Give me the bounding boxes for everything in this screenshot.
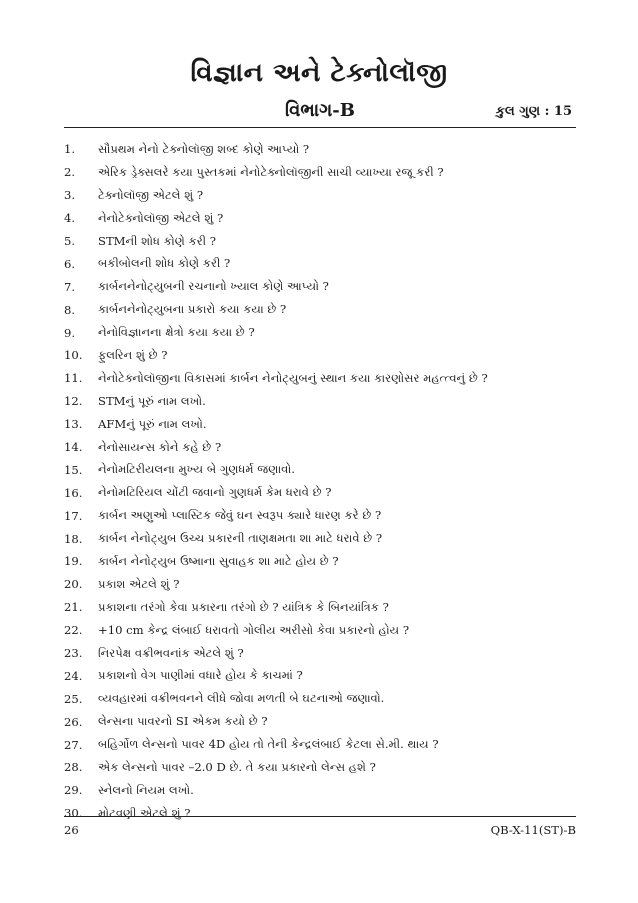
- question-item: [64, 733, 576, 756]
- question-text: સ્નેલનો નિયમ લખો.: [98, 782, 194, 797]
- question-item: [64, 184, 576, 207]
- header-divider: [64, 127, 576, 128]
- question-number: 23.: [64, 646, 83, 661]
- question-item: [64, 252, 576, 275]
- question-item: [64, 596, 576, 619]
- page-number: 26: [64, 823, 79, 837]
- question-item: [64, 710, 576, 733]
- question-text: પ્રકાશ એટલે શું ?: [98, 576, 180, 591]
- question-number: 3.: [64, 188, 76, 203]
- question-number: 20.: [64, 577, 83, 592]
- question-number: 9.: [64, 325, 76, 340]
- question-text: ફુલરિન શું છે ?: [98, 347, 168, 362]
- question-text: STMનું પૂરું નામ લખો.: [98, 393, 206, 408]
- page-title: વિજ્ઞાન અને ટેક્નોલૉજી: [190, 58, 448, 88]
- question-text: પ્રકાશના તરંગો કેવા પ્રકારના તરંગો છે ? યાંત્રિક કે બિનયાંત્રિક ?: [98, 599, 389, 614]
- question-number: 30.: [64, 806, 83, 821]
- question-item: [64, 687, 576, 710]
- question-text: કાર્બન નેનોટ્યુબ ઉચ્ચ પ્રકારની તાણક્ષમતા શા માટે ધરાવે છે ?: [98, 531, 383, 546]
- question-text: વ્યવહારમાં વક્રીભવનને લીધે જોવા મળતી બે ઘટનાઓ જણાવો.: [98, 691, 385, 706]
- question-text: મોટવણી એટલે શું ?: [98, 805, 191, 820]
- question-number: 4.: [64, 211, 76, 226]
- question-item: [64, 413, 576, 436]
- question-number: 12.: [64, 394, 83, 409]
- question-item: [64, 367, 576, 390]
- question-text: નેનોટેક્નોલૉજી એટલે શું ?: [98, 210, 224, 225]
- question-text: લેન્સના પાવરનો SI એકમ કયો છે ?: [98, 714, 268, 729]
- question-text: એક લેન્સનો પાવર –2.0 D છે. તે કયા પ્રકારનો લેન્સ હશે ?: [98, 759, 376, 774]
- footer-divider: [64, 816, 576, 817]
- question-item: [64, 138, 576, 161]
- question-number: 14.: [64, 440, 83, 455]
- question-text: બહિર્ગોળ લેન્સનો પાવર 4D હોય તો તેની કેન્દ્રલંબાઈ કેટલા સે.મી. થાય ?: [98, 737, 439, 752]
- question-item: [64, 619, 576, 642]
- question-text: કાર્બનનેનોટ્યુબની રચનાનો ખ્યાલ કોણે આપ્યો ?: [98, 279, 329, 294]
- question-text: બકીબોલની શોધ કોણે કરી ?: [98, 256, 231, 271]
- question-item: [64, 321, 576, 344]
- question-number: 28.: [64, 760, 83, 775]
- question-item: [64, 207, 576, 230]
- question-text: નેનોમટિરિયલ ચોંટી જવાનો ગુણધર્મ કેમ ધરાવે છે ?: [98, 485, 332, 500]
- question-number: 1.: [64, 142, 76, 157]
- question-text: કાર્બન અણુઓ પ્લાસ્ટિક જેવું ઘન સ્વરૂપ ક્યારે ધારણ કરે છે ?: [98, 508, 382, 523]
- question-number: 10.: [64, 348, 83, 363]
- question-item: [64, 756, 576, 779]
- question-text: પ્રકાશનો વેગ પાણીમાં વધારે હોય કે કાચમાં ?: [98, 668, 303, 683]
- question-number: 11.: [64, 371, 83, 386]
- question-text: સૌપ્રથમ નેનો ટેક્નોલૉજી શબ્દ કોણે આપ્યો ?: [98, 141, 310, 156]
- question-text: AFMનું પૂરું નામ લખો.: [98, 416, 207, 431]
- question-number: 19.: [64, 554, 83, 569]
- question-number: 22.: [64, 623, 83, 638]
- question-number: 8.: [64, 302, 76, 317]
- question-number: 21.: [64, 600, 83, 615]
- question-text: ટેક્નોલૉજી એટલે શું ?: [98, 187, 204, 202]
- question-item: [64, 504, 576, 527]
- question-number: 26.: [64, 714, 83, 729]
- question-item: [64, 481, 576, 504]
- question-text: નિરપેક્ષ વક્રીભવનાંક એટલે શું ?: [98, 645, 244, 660]
- question-number: 18.: [64, 531, 83, 546]
- section-label: વિભાગ-B: [285, 100, 355, 121]
- question-item: [64, 275, 576, 298]
- question-item: [64, 527, 576, 550]
- question-item: [64, 573, 576, 596]
- question-number: 24.: [64, 668, 83, 683]
- question-text: કાર્બનનેનોટ્યુબના પ્રકારો કયા કયા છે ?: [98, 302, 287, 317]
- question-text: નેનોટેક્નોલૉજીના વિકાસમાં કાર્બન નેનોટ્યુબનું સ્થાન કયા કારણોસર મહત્ત્વનું છે ?: [98, 370, 488, 385]
- total-marks: કુલ ગુણ : 15: [495, 104, 572, 119]
- question-number: 17.: [64, 508, 83, 523]
- question-item: [64, 550, 576, 573]
- question-number: 5.: [64, 234, 76, 248]
- question-number: 25.: [64, 691, 83, 706]
- question-item: [64, 779, 576, 802]
- question-text: નેનોસાયન્સ કોને કહે છે ?: [98, 439, 222, 454]
- question-number: 2.: [64, 165, 76, 180]
- question-item: [64, 390, 576, 413]
- question-number: 7.: [64, 279, 76, 294]
- question-text: નેનોવિજ્ઞાનના ક્ષેત્રો કયા કયા છે ?: [98, 325, 255, 340]
- question-number: 15.: [64, 462, 83, 477]
- question-item: [64, 642, 576, 665]
- question-text: એરિક ડ્રેક્સલરે કયા પુસ્તકમાં નેનોટેક્નોલૉજીની સાચી વ્યાખ્યા રજૂ કરી ?: [98, 164, 444, 179]
- question-item: [64, 230, 576, 253]
- question-list: [64, 138, 576, 825]
- question-item: [64, 161, 576, 184]
- question-item: [64, 664, 576, 687]
- question-text: કાર્બન નેનોટ્યુબ ઉષ્માના સુવાહક શા માટે હોય છે ?: [98, 553, 339, 568]
- question-item: [64, 436, 576, 459]
- question-number: 27.: [64, 737, 83, 752]
- question-number: 6.: [64, 256, 76, 271]
- question-item: [64, 344, 576, 367]
- question-item: [64, 802, 576, 825]
- question-number: 16.: [64, 485, 83, 500]
- question-number: 29.: [64, 783, 83, 798]
- question-item: [64, 298, 576, 321]
- document-code: QB-X-11(ST)-B: [490, 823, 576, 837]
- question-text: +10 cm કેન્દ્ર લંબાઈ ધરાવતો ગોલીય અરીસો કેવા પ્રકારનો હોય ?: [98, 622, 410, 637]
- question-text: STMની શોધ કોણે કરી ?: [98, 233, 216, 248]
- question-text: નેનોમટિરીયલના મુખ્ય બે ગુણધર્મ જણાવો.: [98, 462, 295, 477]
- question-item: [64, 458, 576, 481]
- question-number: 13.: [64, 417, 83, 432]
